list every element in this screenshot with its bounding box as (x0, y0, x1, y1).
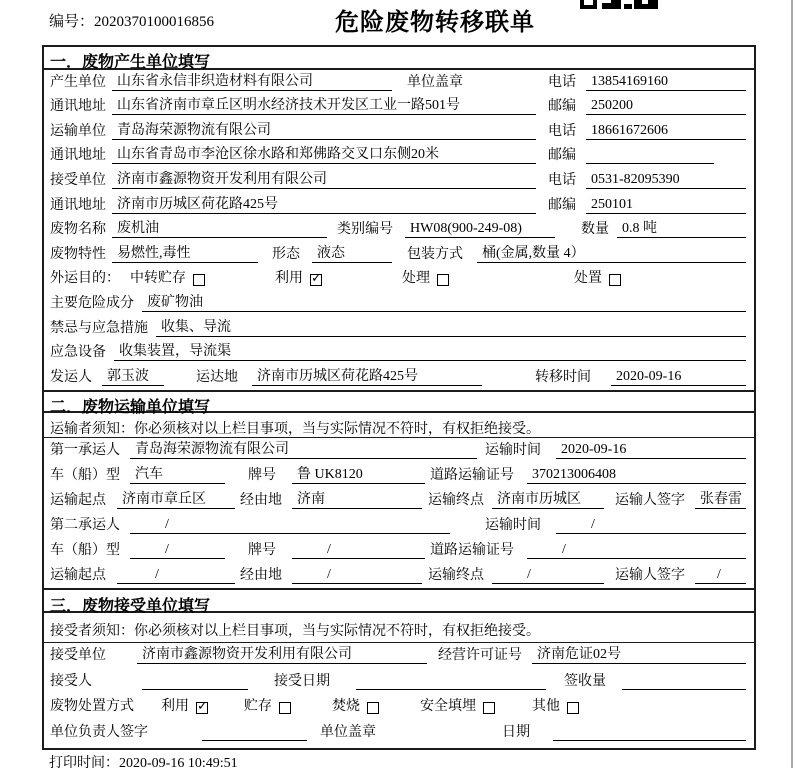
field-label: 废物特性 (50, 246, 106, 262)
field-label: 接受单位 (50, 172, 106, 188)
field-label: 车（船）型 (50, 467, 120, 483)
section2-title: 二．废物运输单位填写 (44, 390, 754, 413)
row-transporter-address (44, 144, 754, 169)
plate-2-value: / (292, 541, 425, 559)
packaging-label: 包装方式 (407, 246, 463, 262)
destination-value: 济南市历城区荷花路425号 (252, 365, 482, 386)
transporter-unit-value: 青岛海荣源物流有限公司 (112, 119, 536, 140)
field-label: 第二承运人 (50, 517, 120, 533)
postcode-label: 邮编 (548, 99, 576, 115)
row-shipper (44, 365, 754, 390)
form-number-label: 编号： (49, 14, 95, 30)
phone-label: 电话 (548, 172, 576, 188)
checkbox-utilize (310, 271, 322, 287)
checkbox-incinerate (367, 702, 379, 714)
transport-time-2-value: / (556, 516, 746, 534)
waste-property-value: 易燃性,毒性 (112, 242, 258, 263)
row-hazard-component (44, 291, 754, 316)
field-label: 发运人 (50, 369, 92, 385)
field-label: 单位负责人签字 (50, 724, 148, 740)
generator-phone-value: 13854169160 (586, 73, 746, 91)
field-label: 通讯地址 (50, 197, 106, 213)
section3-title: 三．废物接受单位填写 (44, 588, 754, 613)
option-dispose (574, 267, 621, 287)
option-label: 焚烧 (332, 699, 360, 715)
transporter-postcode-value (586, 146, 714, 164)
plate-value: 鲁 UK8120 (292, 463, 425, 484)
option-label: 处理 (402, 271, 430, 287)
route-origin-2-value: / (117, 566, 235, 584)
license-value: 济南危证02号 (532, 643, 746, 664)
first-carrier-value: 青岛海荣源物流有限公司 (130, 438, 477, 459)
quantity-label: 数量 (581, 222, 609, 238)
phone-label: 电话 (548, 123, 576, 139)
carrier-sign-value: 张春雷 (695, 488, 746, 509)
field-label: 禁忌与应急措施 (50, 320, 148, 336)
receiver-postcode-value: 250101 (586, 196, 746, 214)
transport-time-value: 2020-09-16 (556, 441, 746, 459)
postcode-label: 邮编 (548, 148, 576, 164)
unit-seal-label: 单位盖章 (407, 74, 463, 90)
option-label: 中转贮存 (130, 271, 186, 287)
row-first-carrier (44, 438, 754, 463)
emergency-measures-value: 收集、导流 (156, 316, 746, 337)
receive-person-value (142, 672, 248, 690)
row-generator-unit (44, 70, 754, 95)
row-emergency-measures (44, 316, 754, 341)
route-end-2-value: / (492, 566, 604, 584)
field-label: 废物名称 (50, 222, 106, 238)
checkbox-utilize-disposal (196, 699, 208, 715)
page-edge-line (791, 0, 793, 768)
checkbox-landfill (483, 702, 495, 714)
form-number (49, 10, 214, 31)
via-label: 经由地 (240, 492, 282, 508)
field-label: 产生单位 (50, 74, 106, 90)
row-receiver-address (44, 193, 754, 218)
section-generator (44, 47, 754, 390)
license-label: 经营许可证号 (438, 648, 522, 664)
date-value (553, 723, 746, 741)
shipper-name-value: 郭玉波 (102, 365, 164, 386)
field-label: 接受人 (50, 673, 92, 689)
route-end-label: 运输终点 (428, 567, 484, 583)
carrier-sign-label: 运输人签字 (615, 567, 685, 583)
section-receiver (44, 588, 754, 745)
received-amount-label: 签收量 (564, 673, 606, 689)
second-carrier-value: / (130, 516, 450, 534)
option-other (532, 695, 579, 715)
plate-label: 牌号 (248, 542, 276, 558)
field-label: 车（船）型 (50, 542, 120, 558)
field-label: 废物处置方式 (50, 699, 134, 715)
route-end-label: 运输终点 (428, 492, 484, 508)
manifest-table (42, 45, 756, 750)
route-end-value: 济南市历城区 (492, 488, 604, 509)
destination-label: 运达地 (196, 369, 238, 385)
row-route-1 (44, 488, 754, 513)
option-store (244, 695, 291, 715)
receive-date-label: 接受日期 (274, 673, 330, 689)
field-label: 通讯地址 (50, 148, 106, 164)
via-value: 济南 (292, 488, 422, 509)
via-label: 经由地 (240, 567, 282, 583)
field-label: 运输起点 (50, 567, 106, 583)
form-state-label: 形态 (272, 246, 300, 262)
checkbox-store (279, 702, 291, 714)
form-number-value: 2020370100016856 (94, 14, 215, 30)
road-permit-2-value: / (527, 541, 746, 559)
route-origin-value: 济南市章丘区 (117, 488, 235, 509)
option-label: 其他 (532, 699, 560, 715)
receiver-address-value: 济南市历城区荷花路425号 (112, 193, 536, 214)
carrier-sign-2-value: / (695, 566, 746, 584)
generator-address-value: 山东省济南市章丘区明水经济技术开发区工业一路501号 (112, 94, 536, 115)
receive-date-value (356, 672, 546, 690)
transport-time-label: 运输时间 (485, 517, 541, 533)
row-waste-property (44, 242, 754, 267)
option-treat (402, 267, 449, 287)
section2-note: 运输者须知：你必须核对以上栏目事项，当与实际情况不符时，有权拒绝接受。 (44, 413, 754, 438)
print-time (49, 752, 238, 768)
via-2-value: / (292, 566, 422, 584)
option-label: 处置 (574, 271, 602, 287)
option-utilize (161, 695, 208, 715)
category-code-value: HW08(900-249-08) (405, 220, 555, 238)
page-title: 危险废物转移联单 (335, 10, 535, 36)
option-label: 安全填埋 (420, 699, 476, 715)
postcode-label: 邮编 (548, 197, 576, 213)
row-second-carrier (44, 513, 754, 538)
checkbox-dispose (609, 274, 621, 286)
vehicle-type-value: 汽车 (130, 463, 225, 484)
row-generator-address (44, 95, 754, 120)
qr-code-icon (580, 0, 658, 10)
option-label: 利用 (275, 271, 303, 287)
option-utilize (275, 267, 322, 287)
hazard-component-value: 废矿物油 (142, 291, 746, 312)
date-label: 日期 (502, 724, 530, 740)
vehicle-type-2-value: / (130, 541, 225, 559)
transfer-time-value: 2020-09-16 (611, 368, 746, 386)
row-route-2 (44, 563, 754, 588)
generator-unit-value: 山东省永信非织造材料有限公司 (112, 70, 392, 91)
quantity-value: 0.8 吨 (617, 217, 746, 238)
print-time-value: 2020-09-16 10:49:51 (119, 756, 238, 768)
field-label: 第一承运人 (50, 442, 120, 458)
option-incinerate (332, 695, 379, 715)
section-transporter (44, 390, 754, 588)
field-label: 应急设备 (50, 345, 106, 361)
field-label: 运输起点 (50, 492, 106, 508)
row-transporter-unit (44, 119, 754, 144)
road-permit-label: 道路运输证号 (430, 542, 514, 558)
field-label: 主要危险成分 (50, 295, 134, 311)
responsible-sign-value (202, 723, 307, 741)
option-landfill (420, 695, 495, 715)
receiver-unit-value: 济南市鑫源物资开发利用有限公司 (112, 168, 536, 189)
option-transfer-storage (130, 267, 205, 287)
checkbox-treat (437, 274, 449, 286)
field-label: 运输单位 (50, 123, 106, 139)
checkbox-other (567, 702, 579, 714)
row-emergency-equipment (44, 341, 754, 366)
row-receive-person (44, 668, 754, 694)
road-permit-value: 370213006408 (527, 466, 746, 484)
carrier-sign-label: 运输人签字 (615, 492, 685, 508)
generator-postcode-value: 250200 (586, 97, 746, 115)
field-label: 接受单位 (50, 648, 106, 664)
receive-unit-value: 济南市鑫源物资开发利用有限公司 (137, 643, 427, 664)
field-label: 通讯地址 (50, 99, 106, 115)
row-disposal-method (44, 694, 754, 720)
form-state-value: 液态 (312, 242, 392, 263)
transport-time-label: 运输时间 (485, 442, 541, 458)
waste-name-value: 废机油 (112, 217, 327, 238)
row-receive-unit (44, 643, 754, 669)
row-responsible-sign (44, 719, 754, 745)
print-time-label: 打印时间： (49, 756, 119, 768)
row-vehicle-1 (44, 463, 754, 488)
row-transfer-purpose (44, 267, 754, 292)
receiver-phone-value: 0531-82095390 (586, 171, 746, 189)
option-label: 利用 (161, 699, 189, 715)
field-label: 外运目的： (50, 271, 120, 287)
checkmark-icon: ✓ (197, 699, 208, 715)
unit-seal-label: 单位盖章 (320, 724, 376, 740)
transporter-address-value: 山东省青岛市李沧区徐水路和郑佛路交叉口东侧20米 (112, 143, 536, 164)
row-vehicle-2 (44, 538, 754, 563)
section1-title: 一．废物产生单位填写 (44, 47, 754, 70)
road-permit-label: 道路运输证号 (430, 467, 514, 483)
row-receiver-unit (44, 168, 754, 193)
phone-label: 电话 (548, 74, 576, 90)
section3-note: 接受者须知：你必须核对以上栏目事项，当与实际情况不符时，有权拒绝接受。 (44, 613, 754, 643)
emergency-equipment-value: 收集装置，导流渠 (114, 340, 746, 361)
plate-label: 牌号 (248, 467, 276, 483)
category-code-label: 类别编号 (337, 222, 393, 238)
transporter-phone-value: 18661672606 (586, 122, 746, 140)
transfer-time-label: 转移时间 (535, 369, 591, 385)
checkbox-transfer-storage (193, 274, 205, 286)
packaging-value: 桶(金属,数量 4） (477, 242, 746, 263)
option-label: 贮存 (244, 699, 272, 715)
received-amount-value (622, 672, 746, 690)
checkmark-icon: ✓ (311, 271, 322, 287)
row-waste-name (44, 218, 754, 243)
